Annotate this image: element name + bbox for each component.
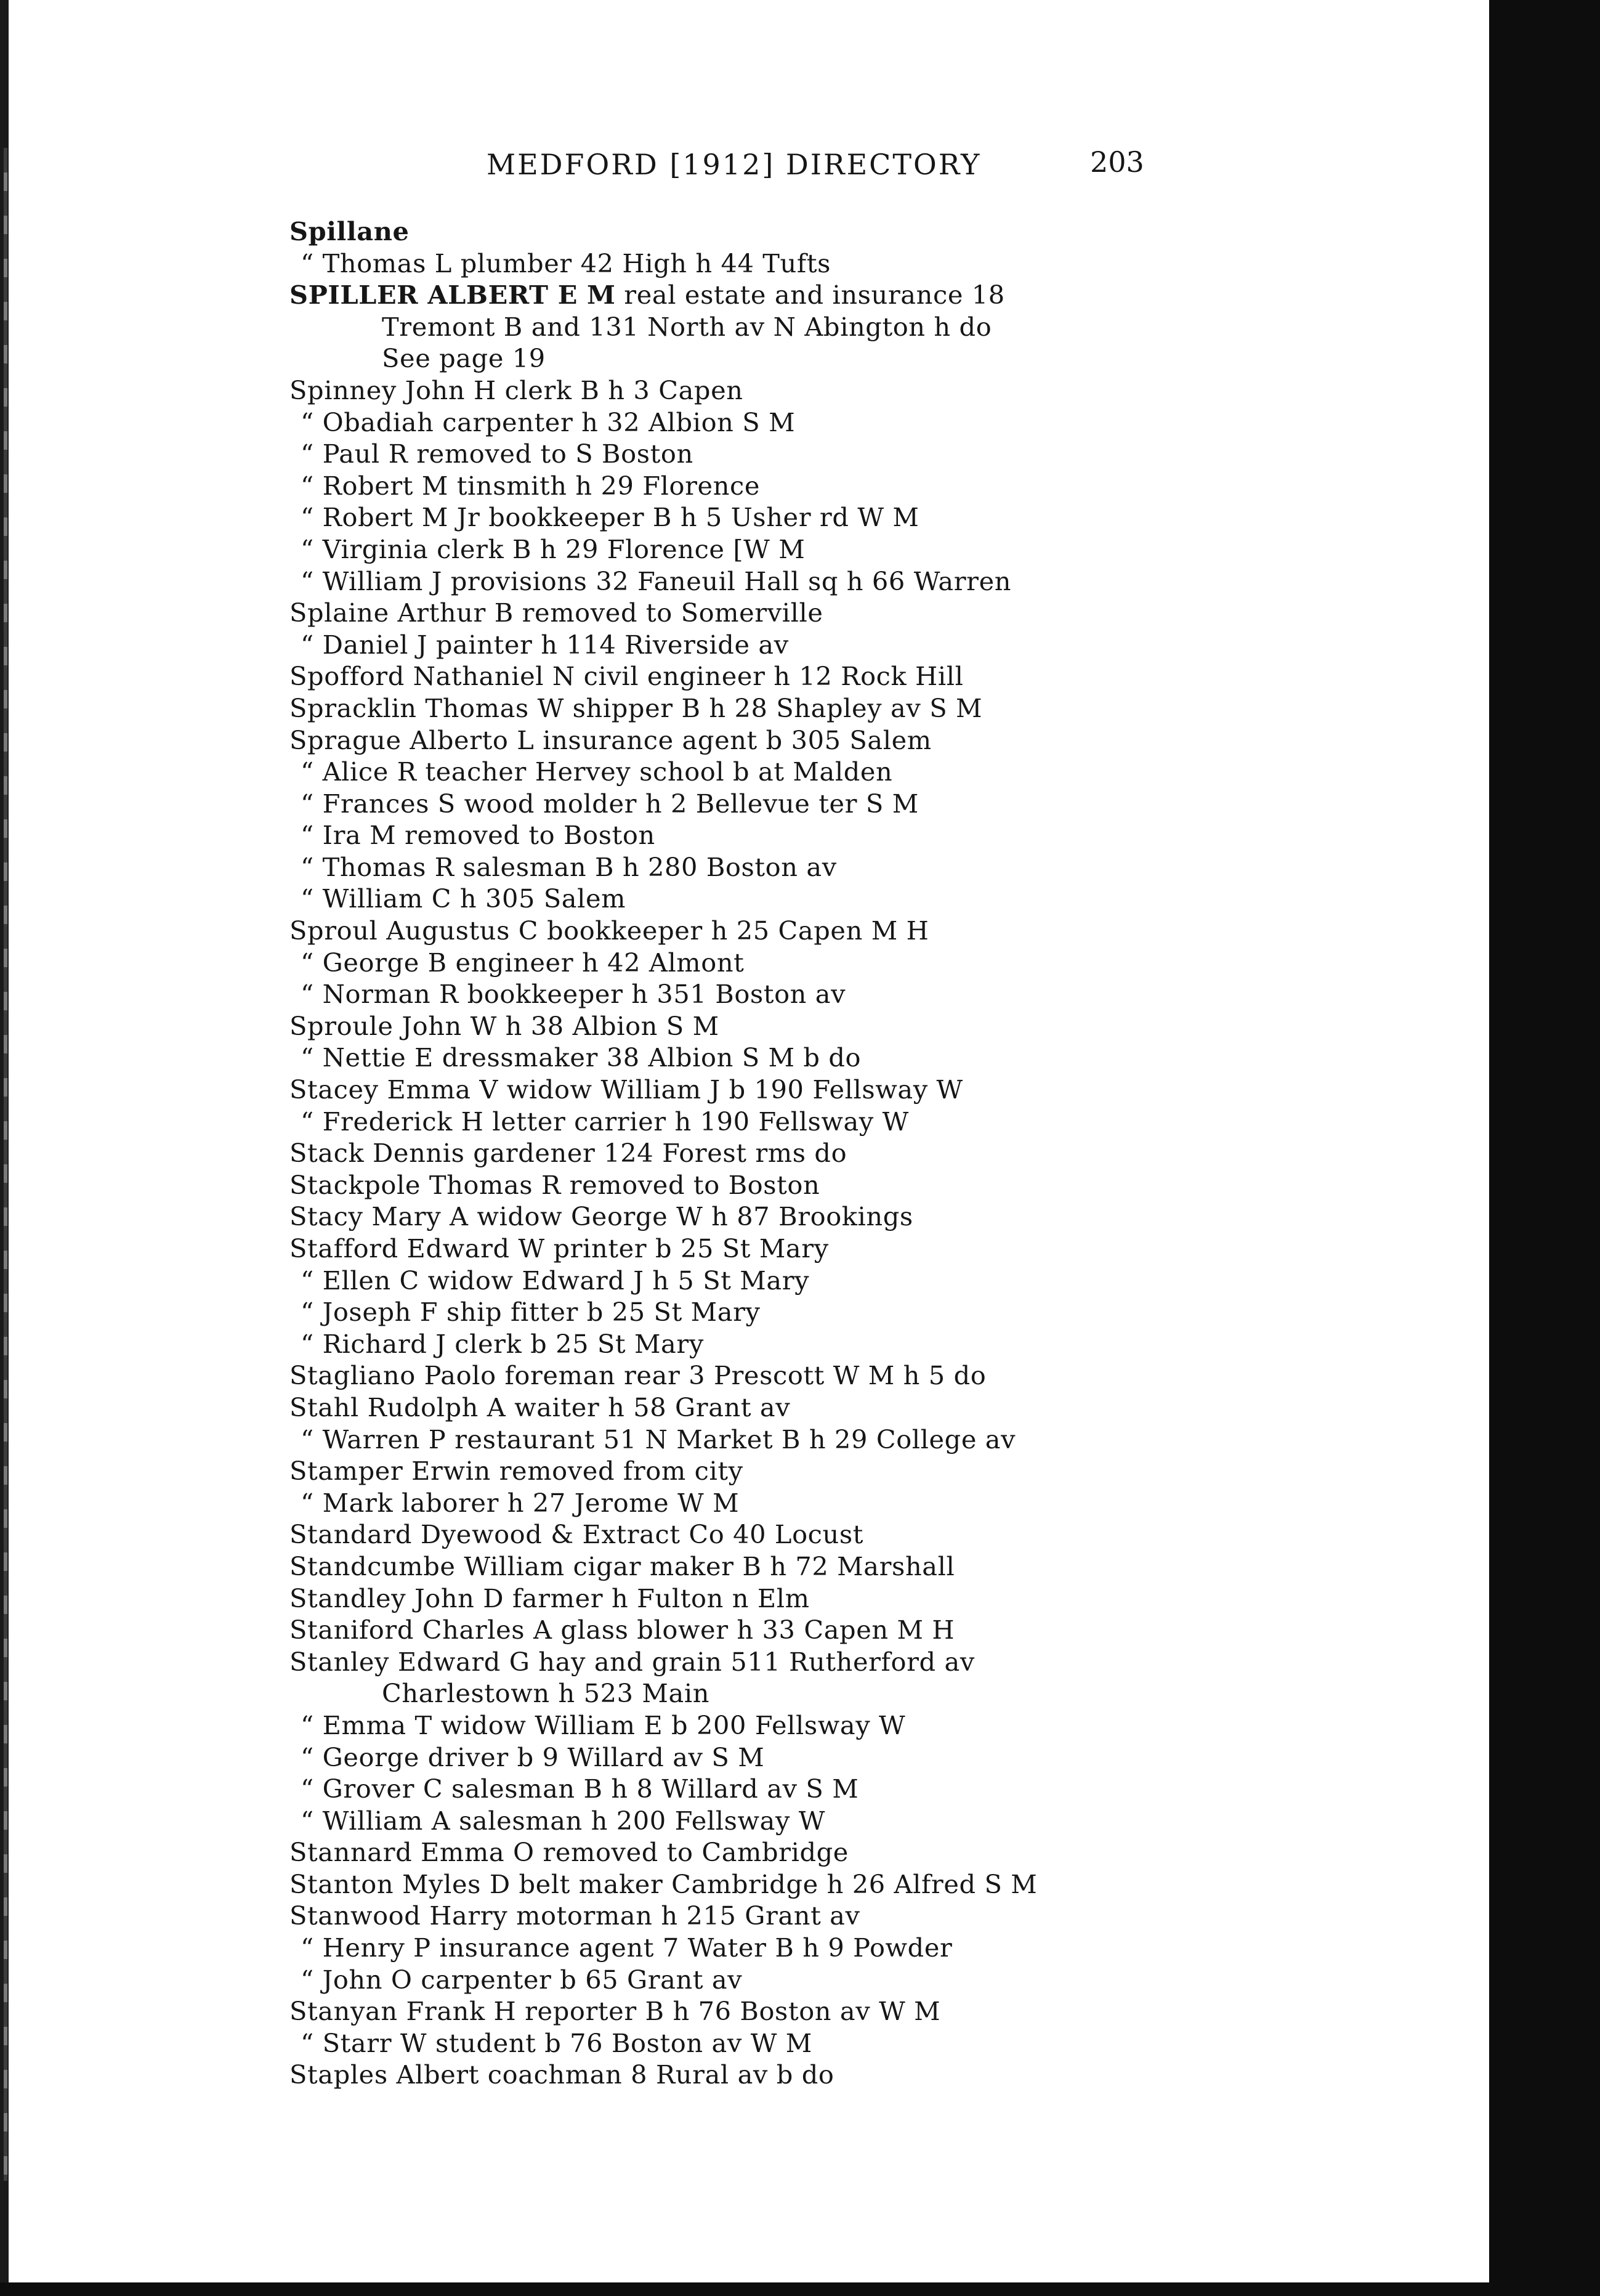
directory-entry: “ Frances S wood molder h 2 Bellevue ter S M (301, 788, 919, 819)
directory-entry: “ Richard J clerk b 25 St Mary (301, 1328, 704, 1359)
directory-entry: Stanton Myles D belt maker Cambridge h 26 Alfred S M (289, 1868, 1038, 1899)
directory-entry: Stackpole Thomas R removed to Boston (289, 1169, 820, 1200)
page-header (289, 145, 1164, 203)
directory-entry: “ George B engineer h 42 Almont (301, 947, 745, 978)
entry-name-bold: SPILLER ALBERT E M (289, 280, 616, 310)
directory-entry: “ Mark laborer h 27 Jerome W M (301, 1487, 740, 1518)
directory-entry: Stagliano Paolo foreman rear 3 Prescott W M h 5 do (289, 1360, 987, 1391)
directory-entries (289, 216, 1164, 2091)
directory-entry: Stamper Erwin removed from city (289, 1456, 743, 1487)
page-number: 203 (1090, 145, 1144, 179)
directory-page (289, 145, 1164, 2090)
directory-entry: “ Starr W student b 76 Boston av W M (301, 2027, 812, 2058)
directory-entry: “ Ira M removed to Boston (301, 820, 655, 851)
directory-entry: Stanley Edward G hay and grain 511 Rutherford av (289, 1646, 975, 1677)
running-title: MEDFORD [1912] DIRECTORY (487, 148, 982, 181)
directory-entry: Stacy Mary A widow George W h 87 Brookings (289, 1201, 913, 1232)
directory-entry: Splaine Arthur B removed to Somerville (289, 598, 823, 628)
directory-entry: “ George driver b 9 Willard av S M (301, 1742, 765, 1772)
directory-entry: “ William C h 305 Salem (301, 883, 626, 914)
directory-entry: “ William A salesman h 200 Fellsway W (301, 1805, 826, 1836)
directory-entry: “ Ellen C widow Edward J h 5 St Mary (301, 1265, 810, 1296)
directory-entry: Stannard Emma O removed to Cambridge (289, 1837, 849, 1868)
directory-entry: Stahl Rudolph A waiter h 58 Grant av (289, 1392, 791, 1422)
directory-entry: “ Warren P restaurant 51 N Market B h 29 College av (301, 1424, 1016, 1454)
directory-entry: “ Nettie E dressmaker 38 Albion S M b do (301, 1042, 862, 1073)
directory-entry: “ Frederick H letter carrier h 190 Fellsway W (301, 1106, 909, 1137)
directory-entry: “ John O carpenter b 65 Grant av (301, 1964, 743, 1995)
directory-entry: “ Henry P insurance agent 7 Water B h 9 Powder (301, 1933, 953, 1963)
directory-entry: Charlestown h 523 Main (382, 1678, 710, 1709)
directory-entry: “ Thomas R salesman B h 280 Boston av (301, 851, 837, 882)
directory-entry: Sprague Alberto L insurance agent b 305 Salem (289, 724, 932, 755)
directory-entry: Stanwood Harry motorman h 215 Grant av (289, 1900, 860, 1931)
directory-entry: Standcumbe William cigar maker B h 72 Marshall (289, 1551, 955, 1581)
directory-entry: Standley John D farmer h Fulton n Elm (289, 1583, 810, 1613)
directory-entry: “ Joseph F ship fitter b 25 St Mary (301, 1297, 761, 1328)
scan-bottom-edge (0, 2282, 1600, 2296)
directory-entry: Standard Dyewood & Extract Co 40 Locust (289, 1519, 864, 1550)
directory-entry: Spofford Nathaniel N civil engineer h 12 Rock Hill (289, 661, 964, 692)
directory-entry (289, 279, 1164, 311)
directory-entry: “ Thomas L plumber 42 High h 44 Tufts (301, 248, 831, 278)
directory-entry: “ Robert M Jr bookkeeper B h 5 Usher rd W M (301, 502, 919, 533)
directory-entry: “ Norman R bookkeeper h 351 Boston av (301, 979, 846, 1010)
directory-entry: “ Emma T widow William E b 200 Fellsway W (301, 1710, 906, 1740)
entry-rest: real estate and insurance 18 (615, 280, 1005, 310)
directory-entry: Stacey Emma V widow William J b 190 Fellsway W (289, 1074, 963, 1105)
directory-entry: Spinney John H clerk B h 3 Capen (289, 375, 743, 405)
directory-entry: “ Obadiah carpenter h 32 Albion S M (301, 407, 796, 437)
directory-entry: Spillane (289, 216, 410, 246)
directory-entry: “ William J provisions 32 Faneuil Hall sq h 66 Warren (301, 566, 1012, 596)
directory-entry: “ Daniel J painter h 114 Riverside av (301, 629, 789, 660)
directory-entry: “ Virginia clerk B h 29 Florence [W M (301, 533, 806, 564)
directory-entry: See page 19 (382, 343, 546, 374)
directory-entry: “ Paul R removed to S Boston (301, 439, 693, 469)
directory-entry: Stack Dennis gardener 124 Forest rms do (289, 1138, 847, 1169)
directory-entry: Stafford Edward W printer b 25 St Mary (289, 1233, 829, 1264)
directory-entry: Sproul Augustus C bookkeeper h 25 Capen M H (289, 915, 929, 946)
directory-entry: Tremont B and 131 North av N Abington h do (382, 311, 992, 342)
directory-entry: Sproule John W h 38 Albion S M (289, 1010, 719, 1041)
binding-marks (4, 148, 7, 2181)
directory-entry: “ Alice R teacher Hervey school b at Malden (301, 757, 893, 787)
directory-entry: Spracklin Thomas W shipper B h 28 Shapley av S M (289, 692, 983, 723)
directory-entry: Stanyan Frank H reporter B h 76 Boston av W M (289, 1996, 941, 2027)
directory-entry: Staniford Charles A glass blower h 33 Capen M H (289, 1615, 955, 1645)
directory-entry: Staples Albert coachman 8 Rural av b do (289, 2059, 834, 2090)
directory-entry: “ Grover C salesman B h 8 Willard av S M (301, 1774, 859, 1804)
directory-entry: “ Robert M tinsmith h 29 Florence (301, 470, 761, 501)
scan-right-edge (1489, 0, 1600, 2296)
